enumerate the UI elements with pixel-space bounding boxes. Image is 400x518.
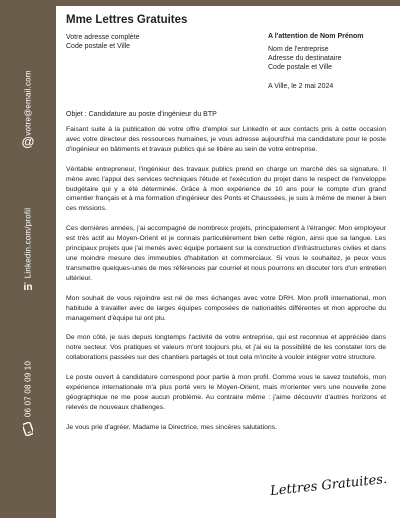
paragraph: De mon côté, je suis depuis longtemps l'activité de votre entreprise, qui est reconnue et appréciée dans notre secteur. Vos pratiques et valeurs m'ont toujours plu, et j'ai eu la possibilité de les constater lors de collaborations passées sur des chantiers partagés et tout cela m'incite à vouloir intégrer votre structure.	[66, 334, 386, 362]
recipient-address	[268, 45, 342, 72]
sidebar	[0, 6, 56, 518]
letter-subject: Objet : Candidature au poste d'ingénieur du BTP	[66, 111, 217, 118]
sender-address	[66, 33, 140, 51]
sender-name: Mme Lettres Gratuites	[66, 14, 188, 26]
paragraph: Mon souhait de vous rejoindre est né de mes échanges avec votre DRH. Mon profil international, mon habitude à travailler avec de larges équipes composées de nationalités différentes et mon approche du management d'équipe lui ont plu.	[66, 294, 386, 322]
sender-address-line2: Code postale et Ville	[66, 43, 131, 50]
phone-text: 06 07 08 09 10	[23, 360, 33, 418]
letter-date: A Ville, le 2 mai 2024	[268, 83, 334, 90]
letter-body	[66, 125, 386, 443]
recipient-street: Adresse du destinataire	[268, 55, 342, 62]
at-icon: @	[21, 134, 35, 149]
email-text: votre@email.com	[23, 70, 33, 136]
paragraph: Le poste ouvert à candidature correspond pour partie à mon profil. Comme vous le savez toutefois, mon expérience internationale m'a plus porté vers le Moyen-Orient, mais m'orienter vers une nouvelle zone géographique ne me pose aucun problème. Au contraire même : j'aime découvrir d'autres horizons et relevés de nouveaux challenges.	[66, 374, 386, 411]
sidebar-phone	[0, 344, 56, 434]
paragraph: Véritable entrepreneur, l'ingénieur des travaux publics prend en charge un marché dès sa signature. Il mène avec l'appui des services techniques l'étude et l'exécution du projet dans le respect de l'enveloppe budgétaire qui y a été déterminée. Grâce à mon expérience de 10 ans pour le compte d'un grand cimentier français et à ma formation d'ingénieur des Ponts et Chaussées, je suis à même de mener à bien ces missions.	[66, 165, 386, 213]
paragraph: Faisant suite à la publication de votre offre d'emploi sur LinkedIn et aux contacts pris à cette occasion avec votre directeur des ressources humaines, je vous adresse aujourd'hui ma candidature pour le poste d'ingénieur en bâtiments et travaux publics qui se libère au sein de votre entreprise.	[66, 126, 386, 153]
sender-address-line1: Votre adresse complète	[66, 34, 140, 41]
paragraph: Ces dernières années, j'ai accompagné de nombreux projets, principalement à l'étranger. Mon employeur est très actif au Moyen-Orient et je connais particulièrement bien cette région, ainsi que sa langue. Les principaux projets que j'ai menés avec équipe portaient sur la construction d'infrastructures civiles et dans une moindre mesure des immeubles d'habitation et commerciaux. Si vous le souhaitez, je peux vous transmettre quelques-unes de mes références par courriel et nous pourrons en discuter lors d'un entretien ultérieur.	[66, 225, 386, 282]
recipient-title: A l'attention de Nom Prénom	[268, 33, 364, 40]
signature: Lettres Gratuites.	[269, 471, 388, 500]
linkedin-text: Linkedin.com/profil	[23, 207, 33, 279]
sidebar-linkedin	[0, 198, 56, 288]
top-bar	[0, 0, 400, 6]
recipient-city: Code postale et Ville	[268, 64, 333, 71]
phone-icon	[23, 422, 33, 441]
linkedin-icon: in	[23, 282, 33, 293]
recipient-company: Nom de l'entreprise	[268, 46, 329, 53]
closing: Je vous prie d'agréer, Madame la Directrice, mes sincères salutations.	[66, 423, 277, 431]
